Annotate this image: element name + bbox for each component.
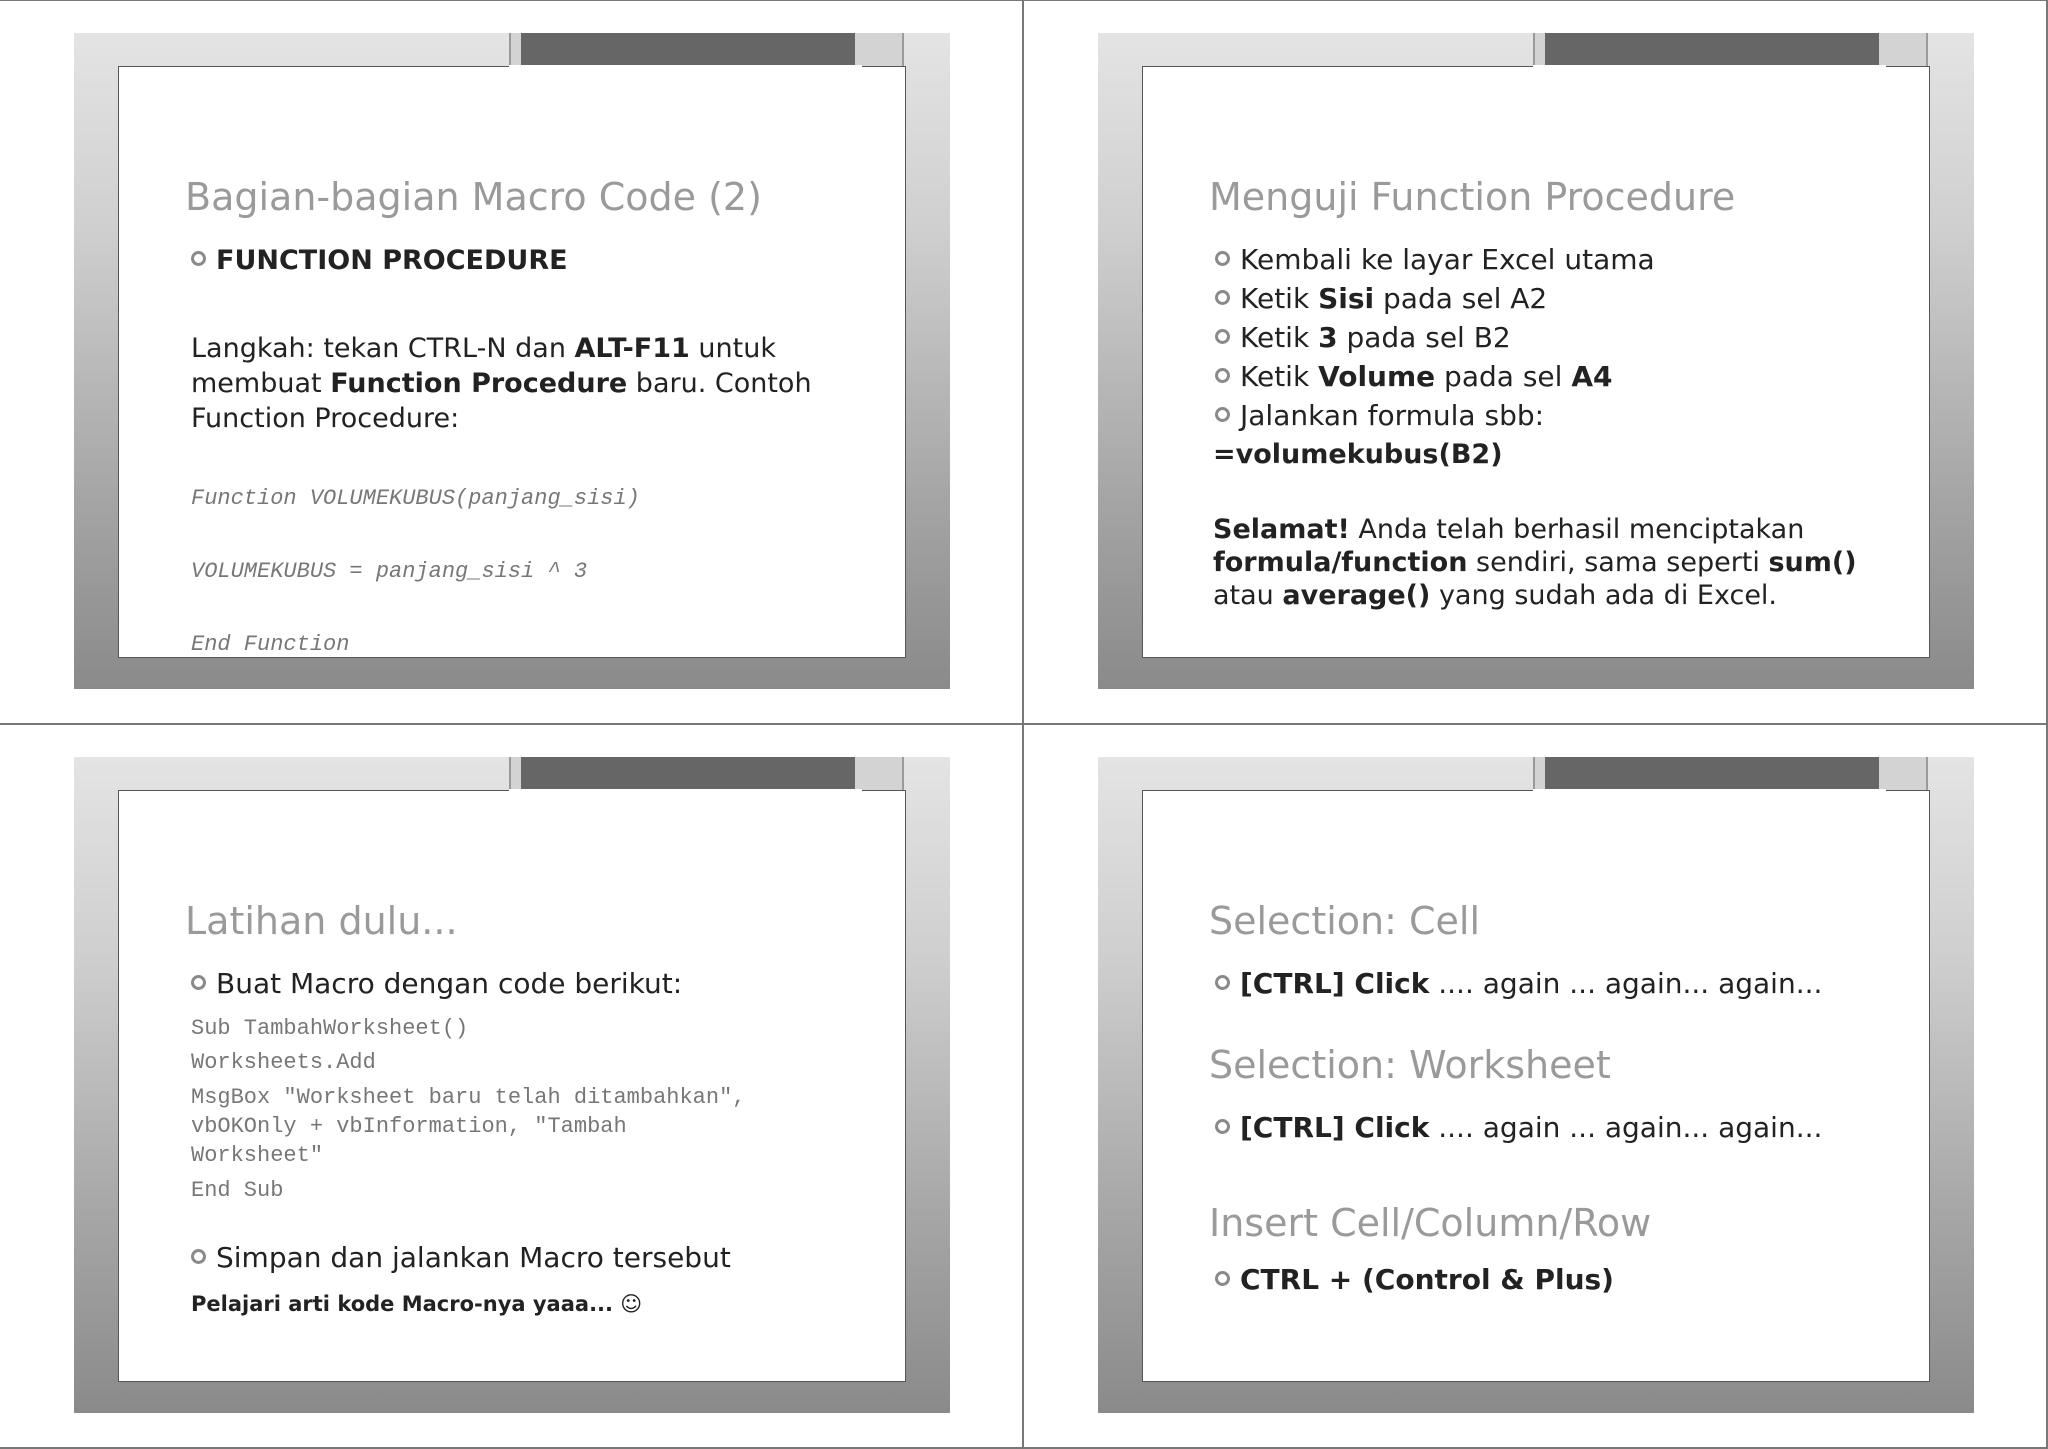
bullet-icon — [191, 1249, 206, 1264]
bullet-item: Kembali ke layar Excel utama — [1215, 243, 1655, 276]
body-paragraph: Langkah: tekan CTRL-N dan ALT-F11 untuk membuat Function Procedure baru. Contoh Function Procedure: — [191, 333, 812, 434]
slide-title: Selection: Worksheet — [1209, 1043, 1611, 1087]
slide-4 — [1098, 757, 1974, 1413]
bullet-icon — [1215, 329, 1230, 344]
code-line: Function VOLUMEKUBUS(panjang_sisi) — [191, 486, 640, 511]
bullet-icon — [1215, 975, 1230, 990]
bullet-item: [CTRL] Click .... again ... again... again... — [1215, 967, 1822, 1000]
bullet-item: [CTRL] Click .... again ... again... again... — [1215, 1111, 1822, 1144]
slide-1 — [74, 33, 950, 689]
bullet-icon — [1215, 1119, 1230, 1134]
bullet-item: Jalankan formula sbb: — [1215, 399, 1544, 432]
code-line: End Sub — [191, 1178, 284, 1203]
bullet-item: Ketik Volume pada sel A4 — [1215, 360, 1612, 393]
bullet-icon — [1215, 407, 1230, 422]
bullet-icon — [1215, 290, 1230, 305]
note-text: Pelajari arti kode Macro-nya yaaa... ☺ — [191, 1292, 643, 1316]
code-line: Worksheets.Add — [191, 1050, 376, 1075]
bullet-icon — [1215, 1271, 1230, 1286]
bullet-item: Buat Macro dengan code berikut: — [191, 967, 682, 1000]
bullet-icon — [191, 975, 206, 990]
page-divider-horizontal — [0, 723, 2048, 725]
bullet-item: Simpan dan jalankan Macro tersebut — [191, 1241, 731, 1274]
bullet-icon — [1215, 251, 1230, 266]
code-line: MsgBox "Worksheet baru telah ditambahkan", — [191, 1085, 746, 1110]
body-paragraph: Selamat! Anda telah berhasil menciptakan formula/function sendiri, sama seperti sum() atau average() yang sudah ada di Excel. — [1213, 514, 1857, 611]
slide-3 — [74, 757, 950, 1413]
code-line: Sub TambahWorksheet() — [191, 1016, 469, 1041]
formula-text: =volumekubus(B2) — [1213, 439, 1503, 470]
slide-content — [1142, 66, 1930, 658]
bullet-icon — [1215, 368, 1230, 383]
page-border-top — [0, 0, 2048, 1]
bullet-item: Ketik Sisi pada sel A2 — [1215, 282, 1547, 315]
bullet-item: Ketik 3 pada sel B2 — [1215, 321, 1511, 354]
slide-content — [118, 790, 906, 1382]
slide-content — [1142, 790, 1930, 1382]
slide-title: Selection: Cell — [1209, 899, 1481, 943]
slide-title: Insert Cell/Column/Row — [1209, 1201, 1652, 1245]
code-line: VOLUMEKUBUS = panjang_sisi ^ 3 — [191, 559, 588, 584]
slide-content — [118, 66, 906, 658]
bullet-item: FUNCTION PROCEDURE — [191, 245, 568, 276]
code-line: Worksheet" — [191, 1143, 324, 1168]
code-line: End Function — [191, 632, 350, 657]
slide-2 — [1098, 33, 1974, 689]
bullet-icon — [191, 251, 206, 266]
slide-title: Menguji Function Procedure — [1209, 175, 1736, 219]
bullet-item: CTRL + (Control & Plus) — [1215, 1263, 1614, 1296]
code-line: vbOKOnly + vbInformation, "Tambah — [191, 1114, 627, 1139]
slide-title: Bagian-bagian Macro Code (2) — [185, 175, 762, 219]
slide-title: Latihan dulu... — [185, 899, 458, 943]
